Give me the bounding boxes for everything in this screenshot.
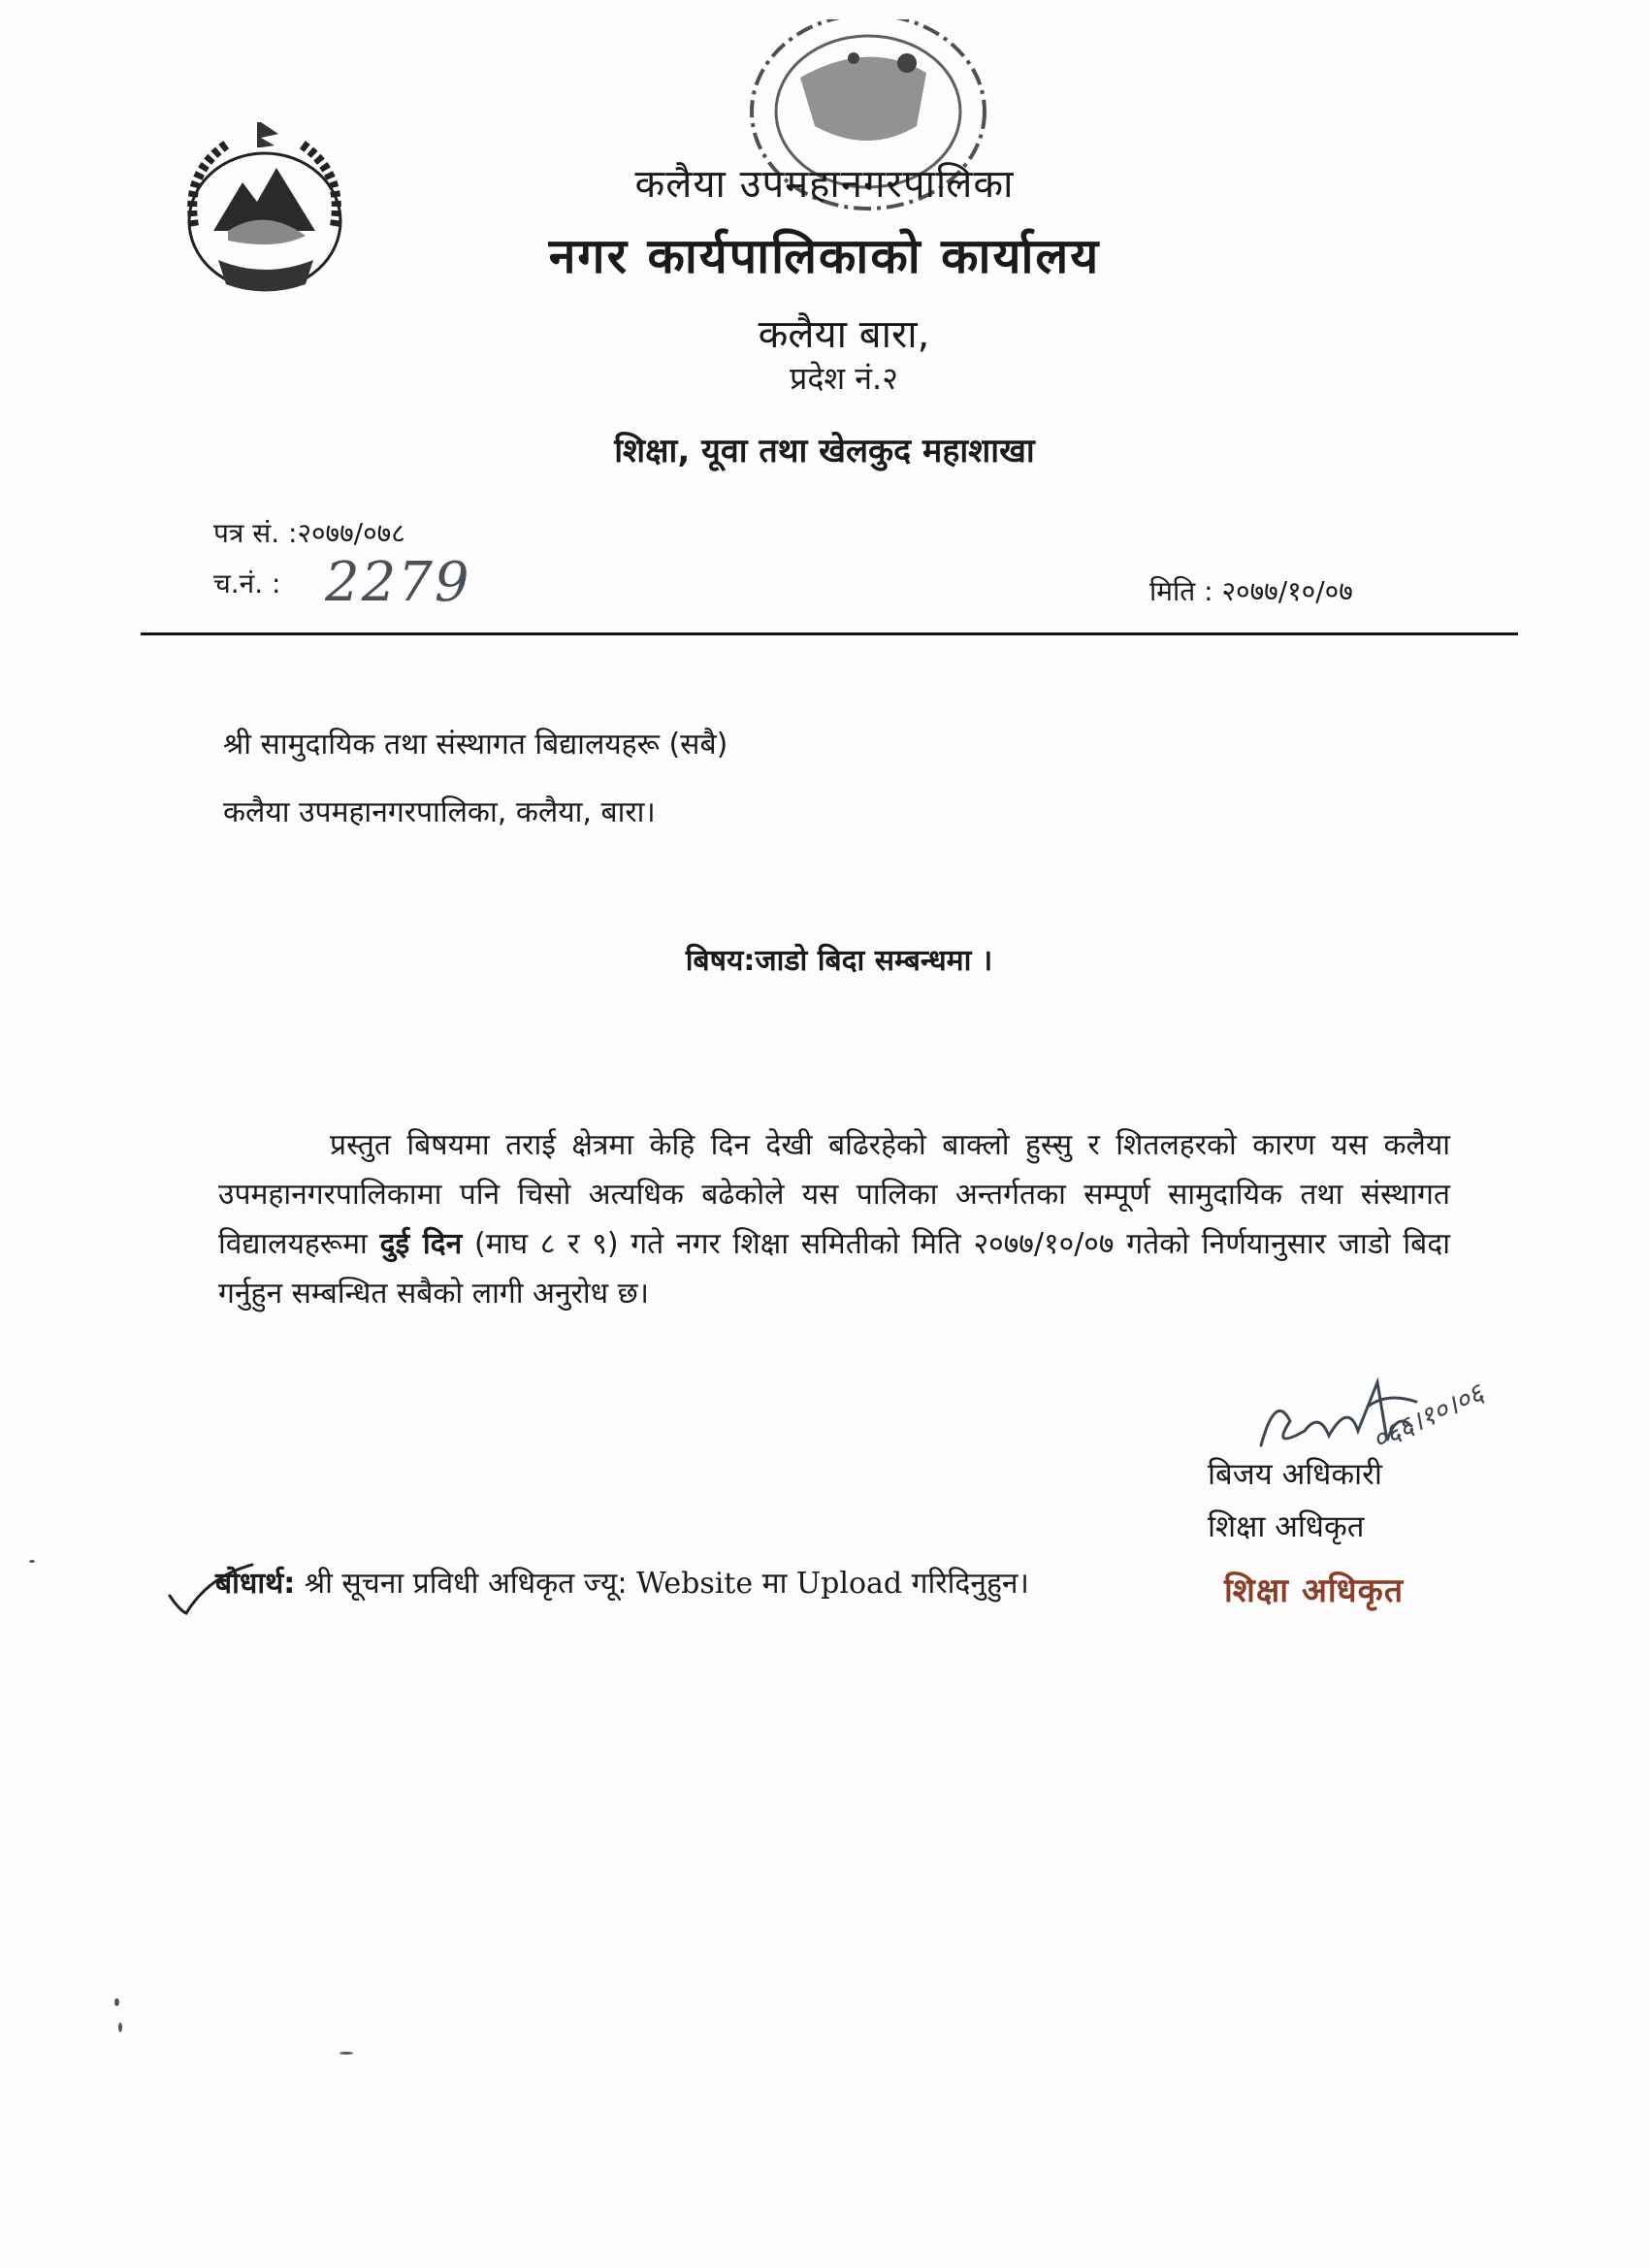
signature-date: ०६६।१०।०६: [1367, 1377, 1489, 1457]
cc-label: बोधार्थ:: [215, 1567, 296, 1601]
department-name: शिक्षा, यूवा तथा खेलकुद महाशाखा: [614, 432, 1035, 470]
letter-body: [218, 1120, 1450, 1318]
signatory-title: शिक्षा अधिकृत: [1208, 1509, 1365, 1544]
cc-recipient: श्री सूचना प्रविधी अधिकृत ज्यू:: [295, 1567, 636, 1601]
addressee-line-2: कलैया उपमहानगरपालिका, कलैया, बारा।: [223, 795, 656, 829]
letter-date: [1149, 572, 1353, 609]
office-name: नगर कार्यपालिकाको कार्यालय: [548, 228, 1101, 284]
scan-speck: [114, 1998, 119, 2006]
patra-value: २०७७/०७८: [297, 517, 405, 549]
signatory-stamp: शिक्षा अधिकृत: [1224, 1571, 1405, 1610]
cc-note: [215, 1562, 1029, 1602]
signatory-name: बिजय अधिकारी: [1208, 1457, 1382, 1492]
chalani-number-handwritten: 2279: [325, 551, 471, 614]
office-address: कलैया बारा,: [758, 312, 930, 357]
patra-label: पत्र सं. :: [213, 517, 298, 549]
chalani-label: च.नं. :: [213, 567, 281, 599]
body-part-1: प्रस्तुत बिषयमा तराई क्षेत्रमा केहि दिन देखी बढिरहेको बाक्लो हुस्सु र शितलहरको कारण यस कलैया उपमहानगरपालिकामा पनि चिसो अत्यधिक बढेकोले यस पालिका अन्तर्गतका सम्पूर्ण सामुदायिक तथा संस्थागत विद्यालयहरूमा: [218, 1128, 1450, 1261]
body-highlight: दुई दिन: [379, 1227, 463, 1261]
letter-reference: [213, 514, 405, 551]
letter-subject: बिषय:जाडो बिदा सम्बन्धमा ।: [685, 944, 993, 978]
municipality-name: कलैया उपमहानगरपालिका: [634, 162, 1015, 207]
scan-speck: [118, 2023, 122, 2032]
header-divider: [141, 632, 1518, 635]
date-label: मिति :: [1149, 575, 1222, 607]
date-value: २०७७/१०/०७: [1221, 575, 1353, 607]
scan-speck: [29, 1560, 35, 1563]
addressee-line-1: श्री सामुदायिक तथा संस्थागत बिद्यालयहरू (सबै): [223, 728, 728, 761]
province-number: प्रदेश नं.२: [790, 360, 898, 397]
cc-instruction: Website मा Upload गरिदिनुहुन।: [635, 1567, 1029, 1601]
body-part-2: (माघ ८ र ९) गते नगर शिक्षा समितीको मिति २०७७/१०/०७ गतेको निर्णयानुसार जाडो बिदा गर्नुहुन सम्बन्धित सबैको लागी अनुरोध छ।: [218, 1227, 1450, 1311]
scan-speck: [340, 2052, 353, 2055]
